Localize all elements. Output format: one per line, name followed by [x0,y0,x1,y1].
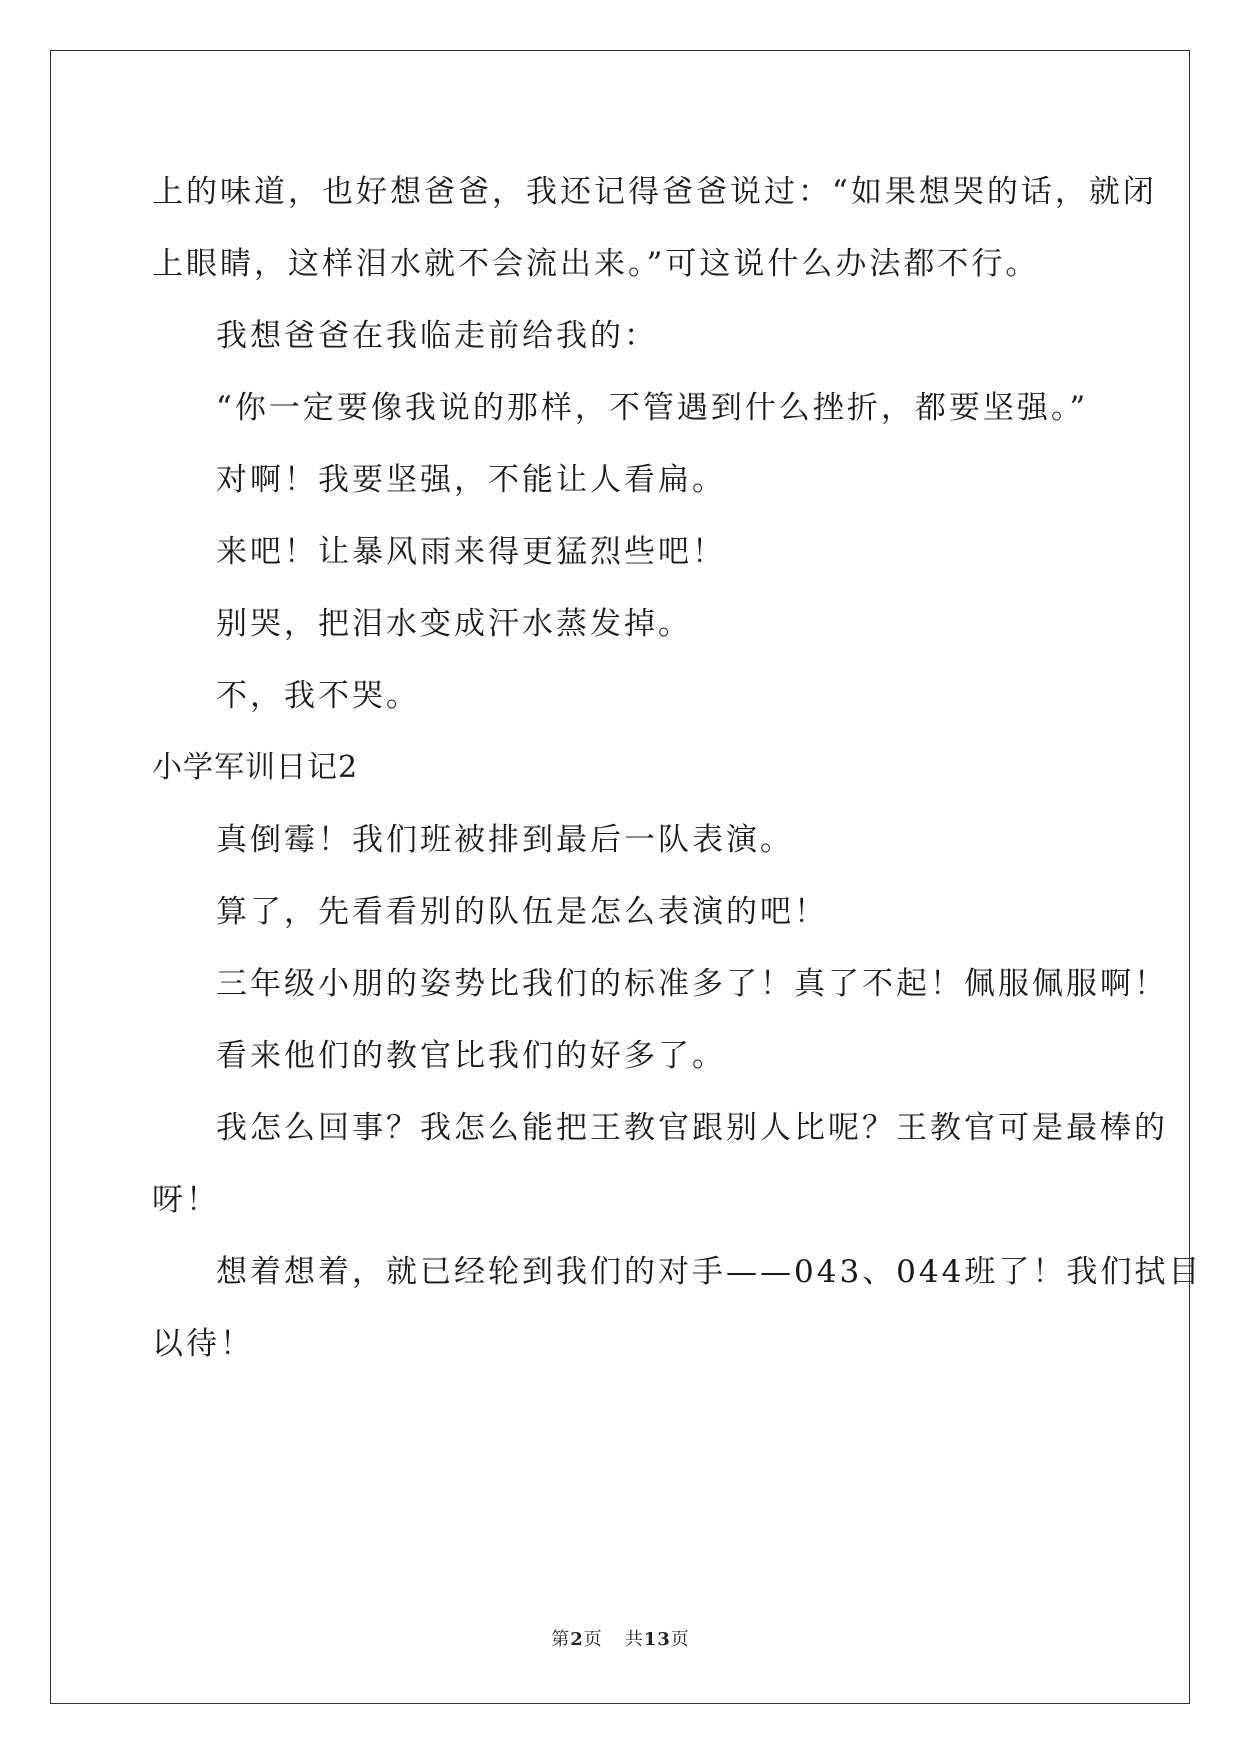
total-unit: 页 [670,1629,690,1650]
paragraph-11: 看来他们的教官比我们的好多了。 [216,1038,726,1074]
paragraph-1-line-1: 上的味道，也好想爸爸，我还记得爸爸说过：“如果想哭的话，就闭 [152,174,1157,210]
paragraph-8: 真倒霉！我们班被排到最后一队表演。 [216,822,794,858]
paragraph-13-line-2: 以待！ [152,1326,254,1362]
page-current-number: 2 [570,1629,584,1650]
paragraph-6: 别哭，把泪水变成汗水蒸发掉。 [216,606,692,642]
paragraph-12-line-2: 呀！ [152,1182,220,1218]
page-prefix: 第 [551,1629,571,1650]
paragraph-13-line-1: 想着想着，就已经轮到我们的对手——043、044班了！我们拭目 [216,1254,1203,1290]
page-border [50,50,1190,1704]
paragraph-4: 对啊！我要坚强，不能让人看扁。 [216,462,726,498]
paragraph-3: “你一定要像我说的那样，不管遇到什么挫折，都要坚强。” [216,390,1089,426]
page-unit: 页 [583,1629,603,1650]
paragraph-10: 三年级小朋的姿势比我们的标准多了！真了不起！佩服佩服啊！ [216,966,1168,1002]
page-footer [0,1625,1241,1651]
paragraph-9: 算了，先看看别的队伍是怎么表演的吧！ [216,894,828,930]
paragraph-2: 我想爸爸在我临走前给我的： [216,318,658,354]
paragraph-7: 不，我不哭。 [216,678,420,714]
paragraph-12-line-1: 我怎么回事？我怎么能把王教官跟别人比呢？王教官可是最棒的 [216,1110,1168,1146]
section-heading: 小学军训日记2 [152,750,359,785]
paragraph-5: 来吧！让暴风雨来得更猛烈些吧！ [216,534,726,570]
page-total-number: 13 [643,1629,671,1650]
paragraph-1-line-2: 上眼睛，这样泪水就不会流出来。”可这说什么办法都不行。 [152,246,1040,282]
total-prefix: 共 [624,1629,644,1650]
